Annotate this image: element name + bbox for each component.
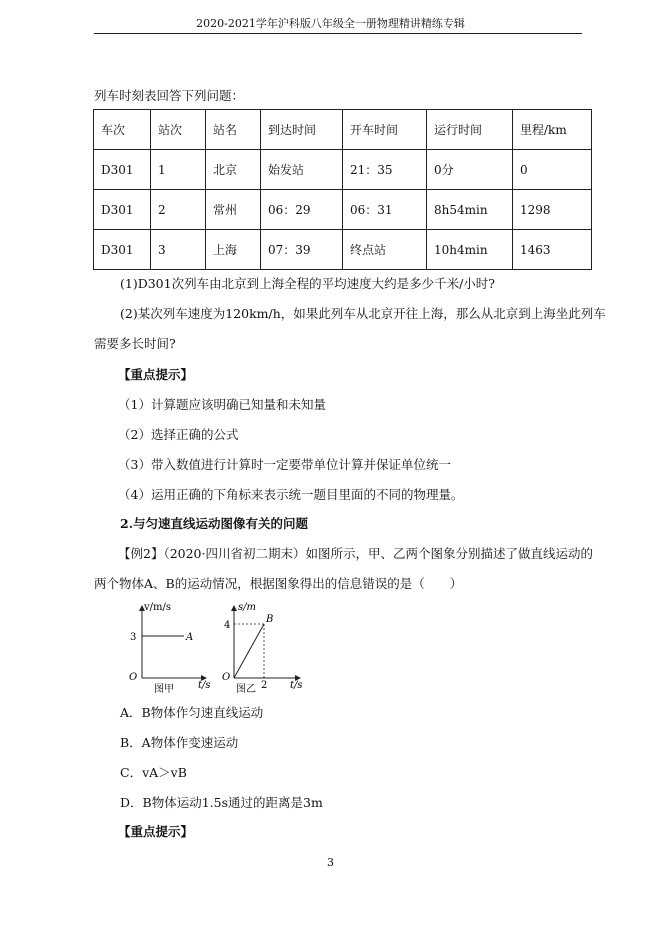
table-cell: 06：29 (261, 190, 343, 230)
table-cell: 北京 (206, 150, 261, 190)
y-axis-label: s/m (238, 602, 256, 613)
tips-heading: 【重点提示】 (118, 824, 194, 839)
y-axis-label: v/m/s (144, 602, 172, 613)
option-a: A．B物体作匀速直线运动 (120, 705, 264, 720)
table-cell: 10h4min (427, 230, 513, 270)
y-tick-label: 4 (224, 620, 231, 631)
point-b-label: B (266, 614, 274, 625)
tip-item: （1）计算题应该明确已知量和未知量 (118, 397, 326, 412)
table-cell: 上海 (206, 230, 261, 270)
tip-item: （2）选择正确的公式 (118, 427, 239, 442)
table-cell: 8h54min (427, 190, 513, 230)
option-d: D．B物体运动1.5s通过的距离是3m (120, 795, 323, 810)
header-cell: 开车时间 (343, 110, 427, 150)
table-header-row (94, 110, 592, 150)
table-cell: D301 (94, 150, 151, 190)
header-cell: 站名 (206, 110, 261, 150)
table-row (94, 230, 592, 270)
table-cell: 0分 (427, 150, 513, 190)
tip-item: （4）运用正确的下角标来表示统一题目里面的不同的物理量。 (118, 487, 464, 502)
table-row (94, 150, 592, 190)
tip-item: （3）带入数值进行计算时一定要带单位计算并保证单位统一 (118, 457, 451, 472)
figure-caption: 图甲 (154, 684, 174, 695)
example-text-line1: 【例2】（2020·四川省初二期末）如图所示，甲、乙两个图象分别描述了做直线运动的 (118, 546, 593, 561)
header-divider (94, 33, 582, 34)
figure-caption: 图乙 (236, 684, 256, 695)
tips-heading: 【重点提示】 (118, 367, 194, 382)
section-title: 2.与匀速直线运动图像有关的问题 (120, 516, 309, 531)
y-tick-label: 3 (130, 632, 137, 643)
line-b (234, 624, 264, 678)
table-cell: D301 (94, 230, 151, 270)
table-cell: D301 (94, 190, 151, 230)
train-timetable (93, 109, 592, 270)
x-tick-label: 2 (261, 680, 268, 691)
example-text-line2: 两个物体A、B的运动情况，根据图象得出的信息错误的是（ ） (94, 576, 463, 591)
header-cell: 到达时间 (261, 110, 343, 150)
intro-text: 列车时刻表回答下列问题： (94, 88, 245, 103)
table-cell: 终点站 (343, 230, 427, 270)
table-cell: 0 (513, 150, 592, 190)
option-b: B．A物体作变速运动 (120, 735, 239, 750)
header-cell: 运行时间 (427, 110, 513, 150)
table-cell: 始发站 (261, 150, 343, 190)
velocity-time-graph (122, 600, 212, 696)
header-cell: 车次 (94, 110, 151, 150)
question-1: (1)D301次列车由北京到上海全程的平均速度大约是多少千米/小时? (120, 276, 496, 291)
table-cell: 1 (151, 150, 206, 190)
header-cell: 里程/km (513, 110, 592, 150)
x-axis-label: t/s (290, 680, 303, 691)
option-c: C．vA＞vB (120, 765, 187, 780)
question-2-line1: (2)某次列车速度为120km/h，如果此列车从北京开往上海，那么从北京到上海坐此列车 (120, 306, 606, 321)
origin-label: O (222, 672, 231, 683)
page-number: 3 (327, 856, 334, 869)
origin-label: O (129, 672, 138, 683)
table-cell: 2 (151, 190, 206, 230)
table-cell: 07：39 (261, 230, 343, 270)
question-2-line2: 需要多长时间? (94, 336, 176, 351)
line-a-label: A (186, 632, 194, 643)
page-header: 2020-2021学年沪科版八年级全一册物理精讲精练专辑 (196, 17, 465, 30)
header-cell: 站次 (151, 110, 206, 150)
table-row (94, 190, 592, 230)
table-cell: 1298 (513, 190, 592, 230)
table-cell: 3 (151, 230, 206, 270)
distance-time-graph (218, 600, 308, 696)
table-cell: 常州 (206, 190, 261, 230)
table-cell: 06：31 (343, 190, 427, 230)
x-axis-label: t/s (198, 680, 211, 691)
table-cell: 21：35 (343, 150, 427, 190)
table-cell: 1463 (513, 230, 592, 270)
